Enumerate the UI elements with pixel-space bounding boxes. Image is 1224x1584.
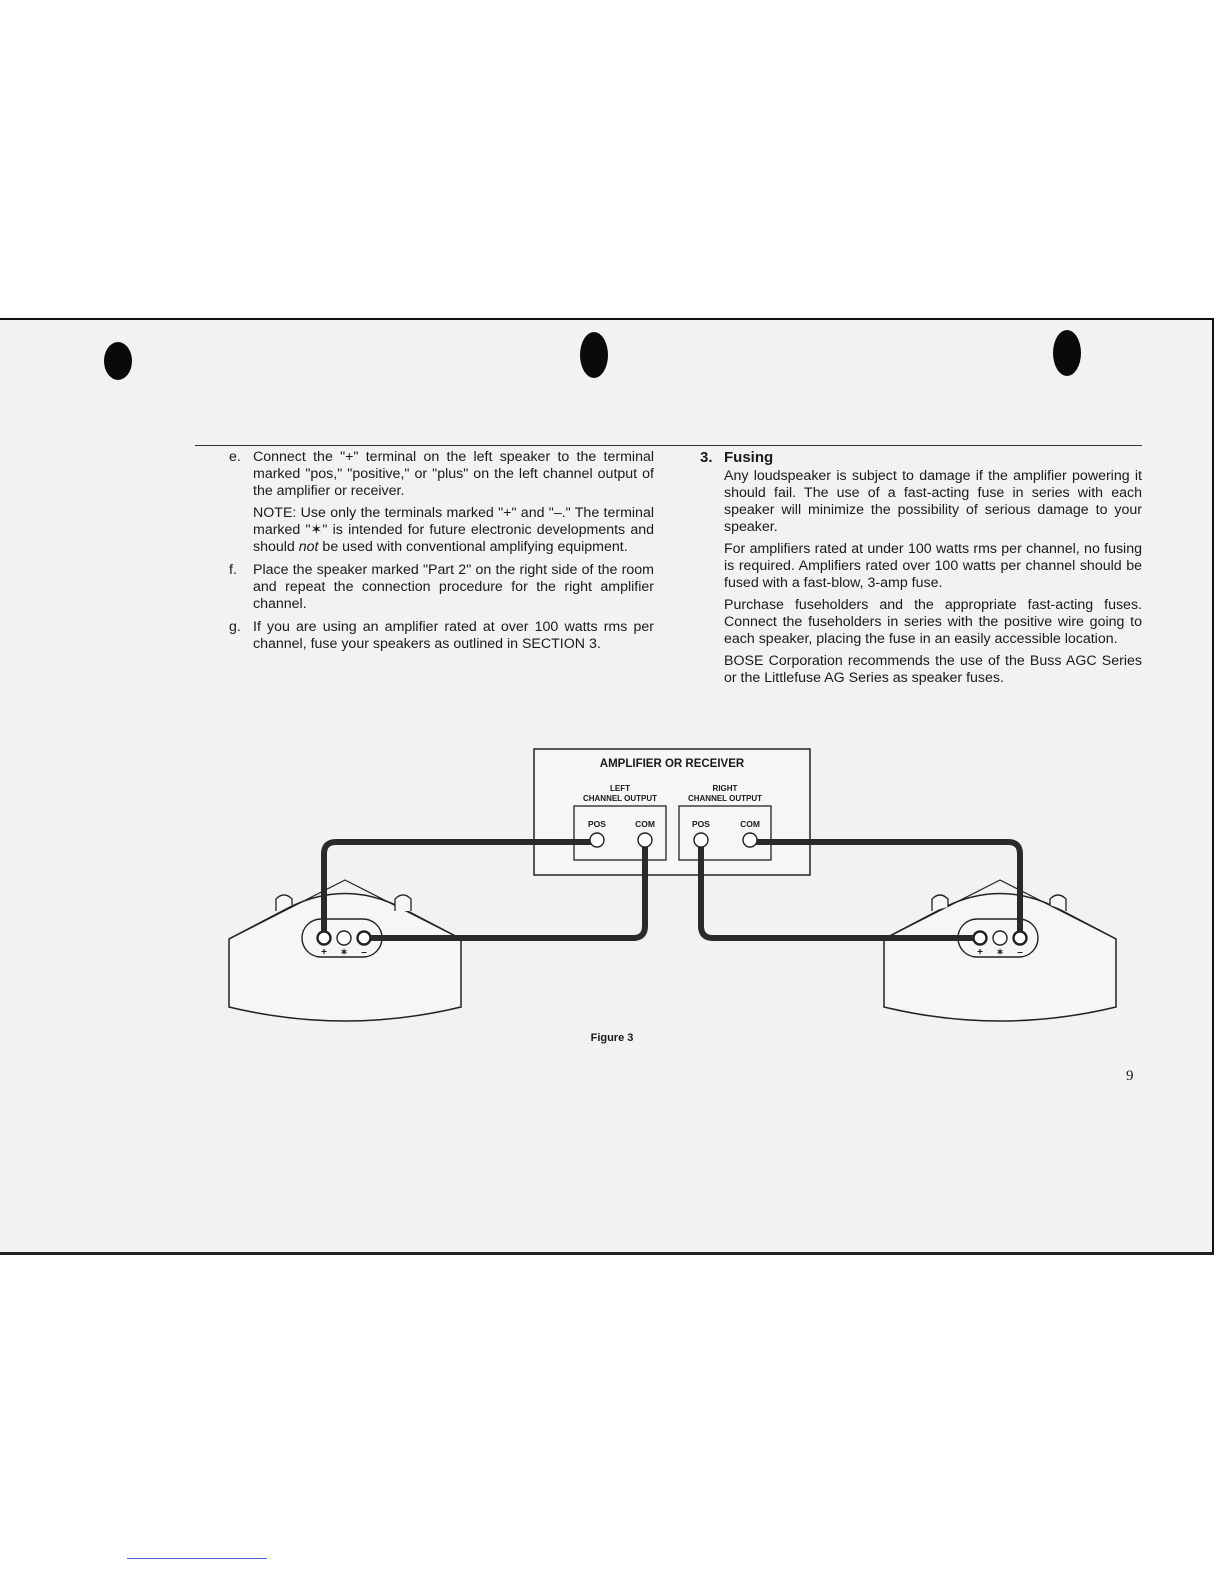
left-star-label: ✶ [340,947,348,957]
left-speaker-star-terminal [337,931,351,945]
fusing-paragraph: Purchase fuseholders and the appropriate fast-acting fuses. Connect the fuseholders in series with the positive wire going to each speaker, placing the fuse in an easily accessible location. [724,597,1142,647]
left-pos-terminal [590,833,604,847]
left-com-label: COM [635,819,655,829]
right-speaker-plus-terminal-cap [974,932,986,944]
left-plus-label: + [321,947,327,958]
instruction-e-text: Connect the "+" terminal on the left speaker to the terminal marked "pos," "positive," or "plus" on the left channel output of the amplifier or receiver. [253,449,654,499]
amp-title: AMPLIFIER OR RECEIVER [599,758,745,770]
page-number: 9 [1126,1068,1134,1084]
right-speaker-star-terminal [993,931,1007,945]
fusing-paragraph: For amplifiers rated at under 100 watts rms per channel, no fusing is required. Amplifiers rated over 100 watts per channel should be fused with a fast-blow, 3-amp fuse. [724,541,1142,591]
right-com-label: COM [740,819,760,829]
right-channel-label-2: CHANNEL OUTPUT [687,794,763,803]
section-title: Fusing [724,449,774,466]
fusing-paragraph: BOSE Corporation recommends the use of the Buss AGC Series or the Littlefuse AG Series as speaker fuses. [724,653,1142,686]
left-com-terminal [638,833,652,847]
item-marker: g. [229,619,241,635]
right-channel-label-1: RIGHT [712,784,738,793]
item-marker: f. [229,562,237,578]
left-minus-label: – [361,947,367,958]
instruction-e-note: NOTE: Use only the terminals marked "+" and "–." The terminal marked "✶" is intended for future electronic developments and should not be used with conventional amplifying equipment. [253,505,654,555]
footer-link-line [127,1558,267,1559]
instruction-g-text: If you are using an amplifier rated at over 100 watts rms per channel, fuse your speakers as outlined in SECTION 3. [253,619,654,652]
instruction-f-text: Place the speaker marked "Part 2" on the right side of the room and repeat the connection procedure for the right amplifier channel. [253,562,654,612]
left-speaker-minus-terminal-cap [358,932,370,944]
right-pos-terminal [694,833,708,847]
right-star-label: ✶ [996,947,1004,957]
left-pos-label: POS [588,819,606,829]
right-com-terminal [743,833,757,847]
right-plus-label: + [977,947,983,958]
right-minus-label: – [1017,947,1023,958]
left-channel-label-1: LEFT [610,784,630,793]
right-speaker-minus-terminal-cap [1014,932,1026,944]
right-pos-label: POS [692,819,710,829]
figure-caption: Figure 3 [590,1032,634,1044]
left-speaker-foot-right [395,895,411,911]
fusing-paragraph: Any loudspeaker is subject to damage if the amplifier powering it should fail. The use of a fast-acting fuse in series with each speaker will minimize the possibility of serious damage to your speaker. [724,468,1142,535]
section-number: 3. [700,449,713,466]
left-channel-label-2: CHANNEL OUTPUT [582,794,658,803]
item-marker: e. [229,449,241,465]
left-speaker-plus-terminal-cap [318,932,330,944]
